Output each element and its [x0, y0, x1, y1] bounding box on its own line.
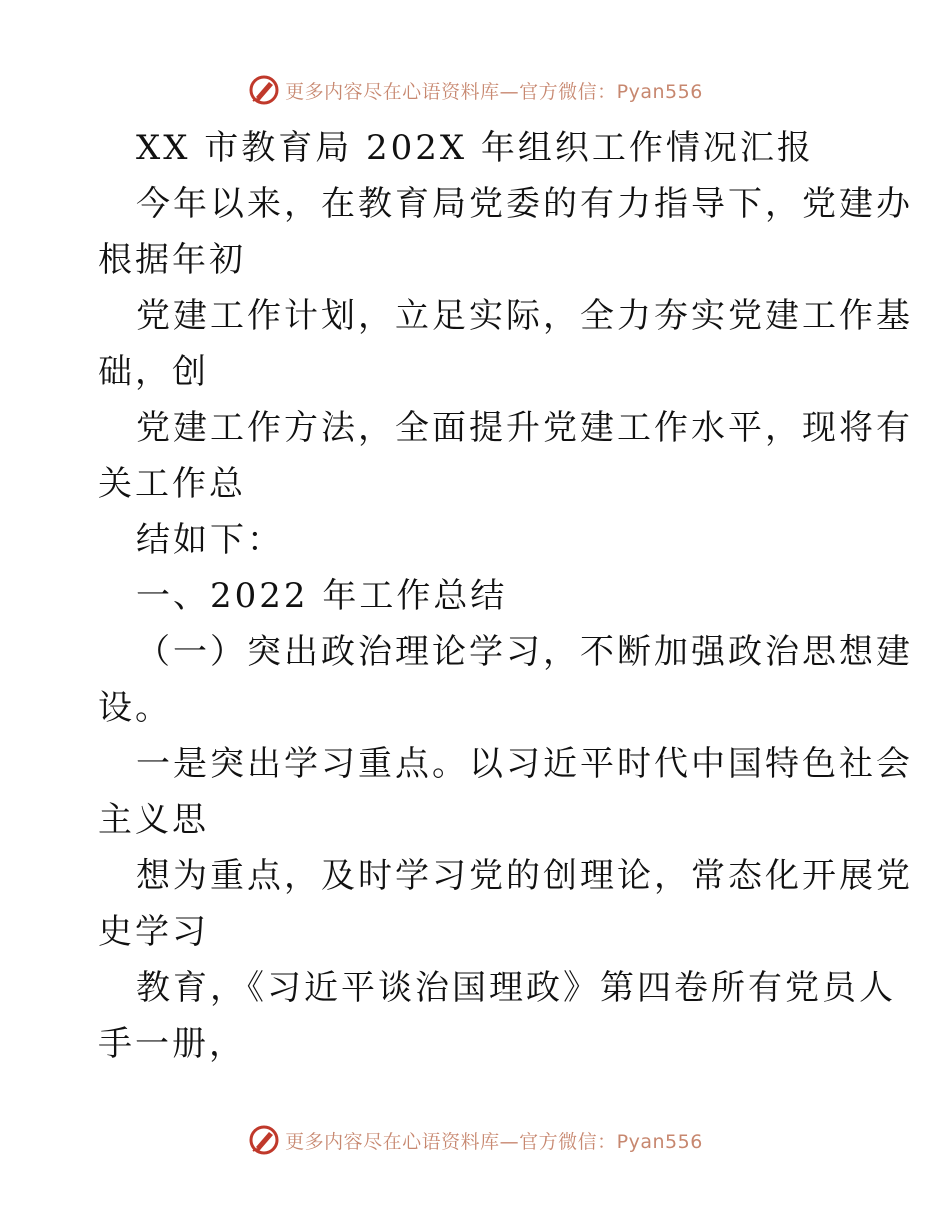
- footer-banner: [0, 1120, 950, 1160]
- subsection-heading: （一）突出政治理论学习，不断加强政治思想建: [136, 632, 913, 672]
- paragraph-line: 党建工作方法，全面提升党建工作水平，现将有: [136, 408, 913, 448]
- paragraph-line: 想为重点，及时学习党的创理论，常态化开展党: [136, 856, 913, 896]
- paragraph-line: 教育，《习近平谈治国理政》第四卷所有党员人: [136, 968, 896, 1008]
- paragraph-line: 根据年初: [98, 240, 246, 280]
- paragraph-line: 手一册，: [98, 1024, 246, 1064]
- document-body: [98, 120, 913, 1072]
- document-title: XX 市教育局 202X 年组织工作情况汇报: [136, 128, 814, 168]
- brush-pen-logo-icon: [247, 73, 281, 107]
- paragraph-line: 关工作总: [98, 464, 246, 504]
- paragraph-line: 今年以来，在教育局党委的有力指导下，党建办: [136, 184, 913, 224]
- paragraph-line: 史学习: [98, 912, 209, 952]
- paragraph-line: 设。: [98, 688, 172, 728]
- header-banner-text: 更多内容尽在心语资料库—官方微信：Pyan556: [285, 80, 703, 103]
- footer-banner-text: 更多内容尽在心语资料库—官方微信：Pyan556: [285, 1130, 703, 1153]
- paragraph-line: 党建工作计划，立足实际，全力夯实党建工作基: [136, 296, 913, 336]
- paragraph-line: 一是突出学习重点。以习近平时代中国特色社会: [136, 744, 913, 784]
- paragraph-line: 础，创: [98, 352, 209, 392]
- header-banner: [0, 70, 950, 110]
- paragraph-line: 主义思: [98, 800, 209, 840]
- paragraph-line: 结如下：: [136, 520, 284, 560]
- section-heading: 一、2022 年工作总结: [136, 576, 508, 616]
- brush-pen-logo-icon: [247, 1123, 281, 1157]
